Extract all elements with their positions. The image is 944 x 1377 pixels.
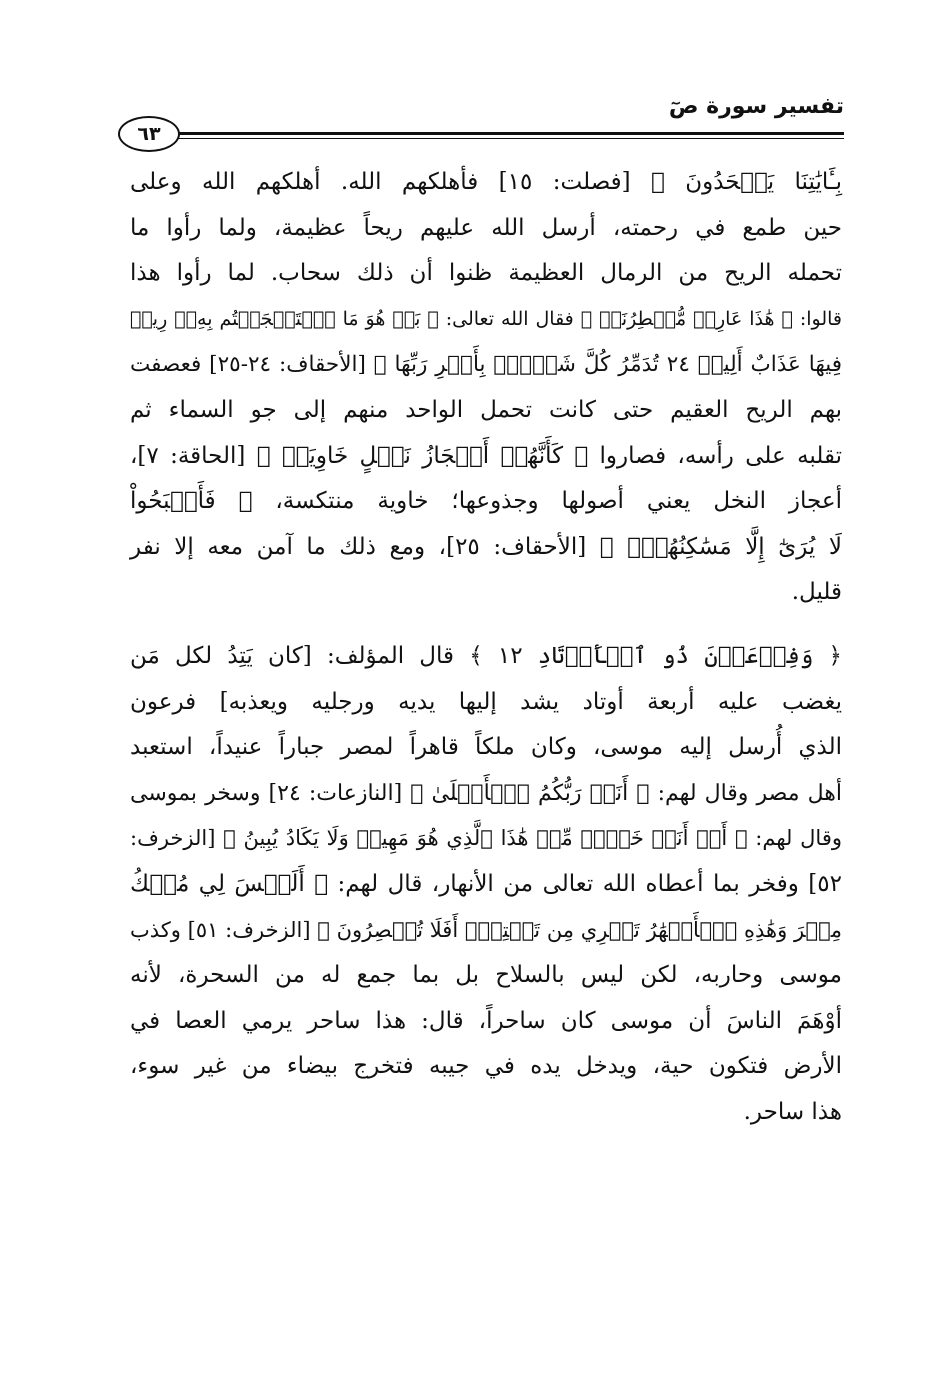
text-line: وقال لهم: ﴿ أَمۡ أَنَا۠ خَيۡرٞ مِّنۡ هَٰذَا ٱلَّذِي هُوَ مَهِينٞ وَلَا يَكَادُ يُبِينُ ﴾ [الزخرف: — [130, 826, 842, 851]
text-line: موسى وحاربه، لكن ليس بالسلاح بل بما جمع له من السحرة، لأنه — [130, 962, 842, 989]
text-line: أوْهَمَ الناسَ أن موسى كان ساحراً، قال: هذا ساحر يرمي العصا في — [130, 1007, 842, 1034]
text-line: الذي أُرسل إليه موسى، وكان ملكاً قاهراً لمصر جباراً عنيداً، استعبد — [130, 734, 842, 761]
text-line: ٥٢] وفخر بما أعطاه الله تعالى من الأنهار، قال لهم: ﴿ أَلَيۡسَ لِي مُلۡكُ — [130, 870, 842, 897]
page-header — [118, 92, 844, 162]
text-line: قليل. — [791, 579, 842, 606]
text-line: بِـَٔايَٰتِنَا يَجۡحَدُونَ ﴾ [فصلت: ١٥] فأهلكهم الله. أهلكهم الله وعلى — [130, 169, 842, 195]
header-rule-thick — [172, 132, 844, 135]
body-text — [130, 160, 842, 1135]
text-line: تقلبه على رأسه، فصاروا ﴿ كَأَنَّهُمۡ أَعۡجَازُ نَخۡلٍ خَاوِيَةٖ ﴾ [الحاقة: ٧]، — [130, 442, 842, 469]
text-line: أعجاز النخل يعني أصولها وجذوعها؛ خاوية منتكسة، ﴿ فَأَصۡبَحُواْ — [130, 488, 842, 515]
paragraph-2 — [130, 634, 842, 1136]
header-rule-thin — [172, 138, 844, 139]
text-line: تحمله الريح من الرمال العظيمة ظنوا أن ذلك سحاب. لما رأوا هذا — [130, 260, 842, 287]
page-number: ٦٣ — [118, 116, 180, 152]
text-line: لَا يُرَىٰٓ إِلَّا مَسَٰكِنُهُمۡۚ ﴾ [الأحقاف: ٢٥]، ومع ذلك ما آمن معه إلا نفر — [130, 533, 843, 560]
text-line: حين طمع في رحمته، أرسل الله عليهم ريحاً عظيمة، ولما رأوا ما — [130, 214, 842, 241]
running-title: تفسير سورة صٓ — [668, 94, 844, 119]
text-line: يغضب عليه أربعة أوتاد يشد إليها يديه ورجليه ويعذبه] فرعون — [130, 688, 842, 715]
text-line: أهل مصر وقال لهم: ﴿ أَنَا۠ رَبُّكُمُ ٱلۡأَعۡلَىٰ ﴾ [النازعات: ٢٤] وسخر بموسى — [130, 780, 842, 806]
text-line: الأرض فتكون حية، ويدخل يده في جيبه فتخرج بيضاء من غير سوء، — [130, 1053, 842, 1080]
text-line: مِصۡرَ وَهَٰذِهِ ٱلۡأَنۡهَٰرُ تَجۡرِي مِن تَحۡتِيٓۚ أَفَلَا تُبۡصِرُونَ ﴾ [الزخرف: ٥١] وكذب — [130, 917, 842, 942]
paragraph-1 — [130, 160, 842, 616]
text-line: ﴿ وَفِرۡعَوۡنَ ذُو ٱلۡأَوۡتَادِ ١٢ ﴾ قال المؤلف: [كان يَتِدُ لكل مَن — [130, 642, 842, 669]
text-line: قالوا: ﴿ هَٰذَا عَارِضٞ مُّمۡطِرُنَاۚ ﴾ فقال الله تعالى: ﴿ بَلۡ هُوَ مَا ٱسۡتَعۡجَلۡتُم بِهِۦۖ رِيحٞ — [130, 307, 842, 330]
text-line: بهم الريح العقيم حتى كانت تحمل الواحد منهم إلى جو السماء ثم — [130, 396, 842, 423]
text-line: هذا ساحر. — [743, 1098, 842, 1125]
text-line: فِيهَا عَذَابٌ أَلِيمٞ ٢٤ تُدَمِّرُ كُلَّ شَيۡءِۭ بِأَمۡرِ رَبِّهَا ﴾ [الأحقاف: ٢٤-٢٥] فعصفت — [130, 352, 842, 378]
